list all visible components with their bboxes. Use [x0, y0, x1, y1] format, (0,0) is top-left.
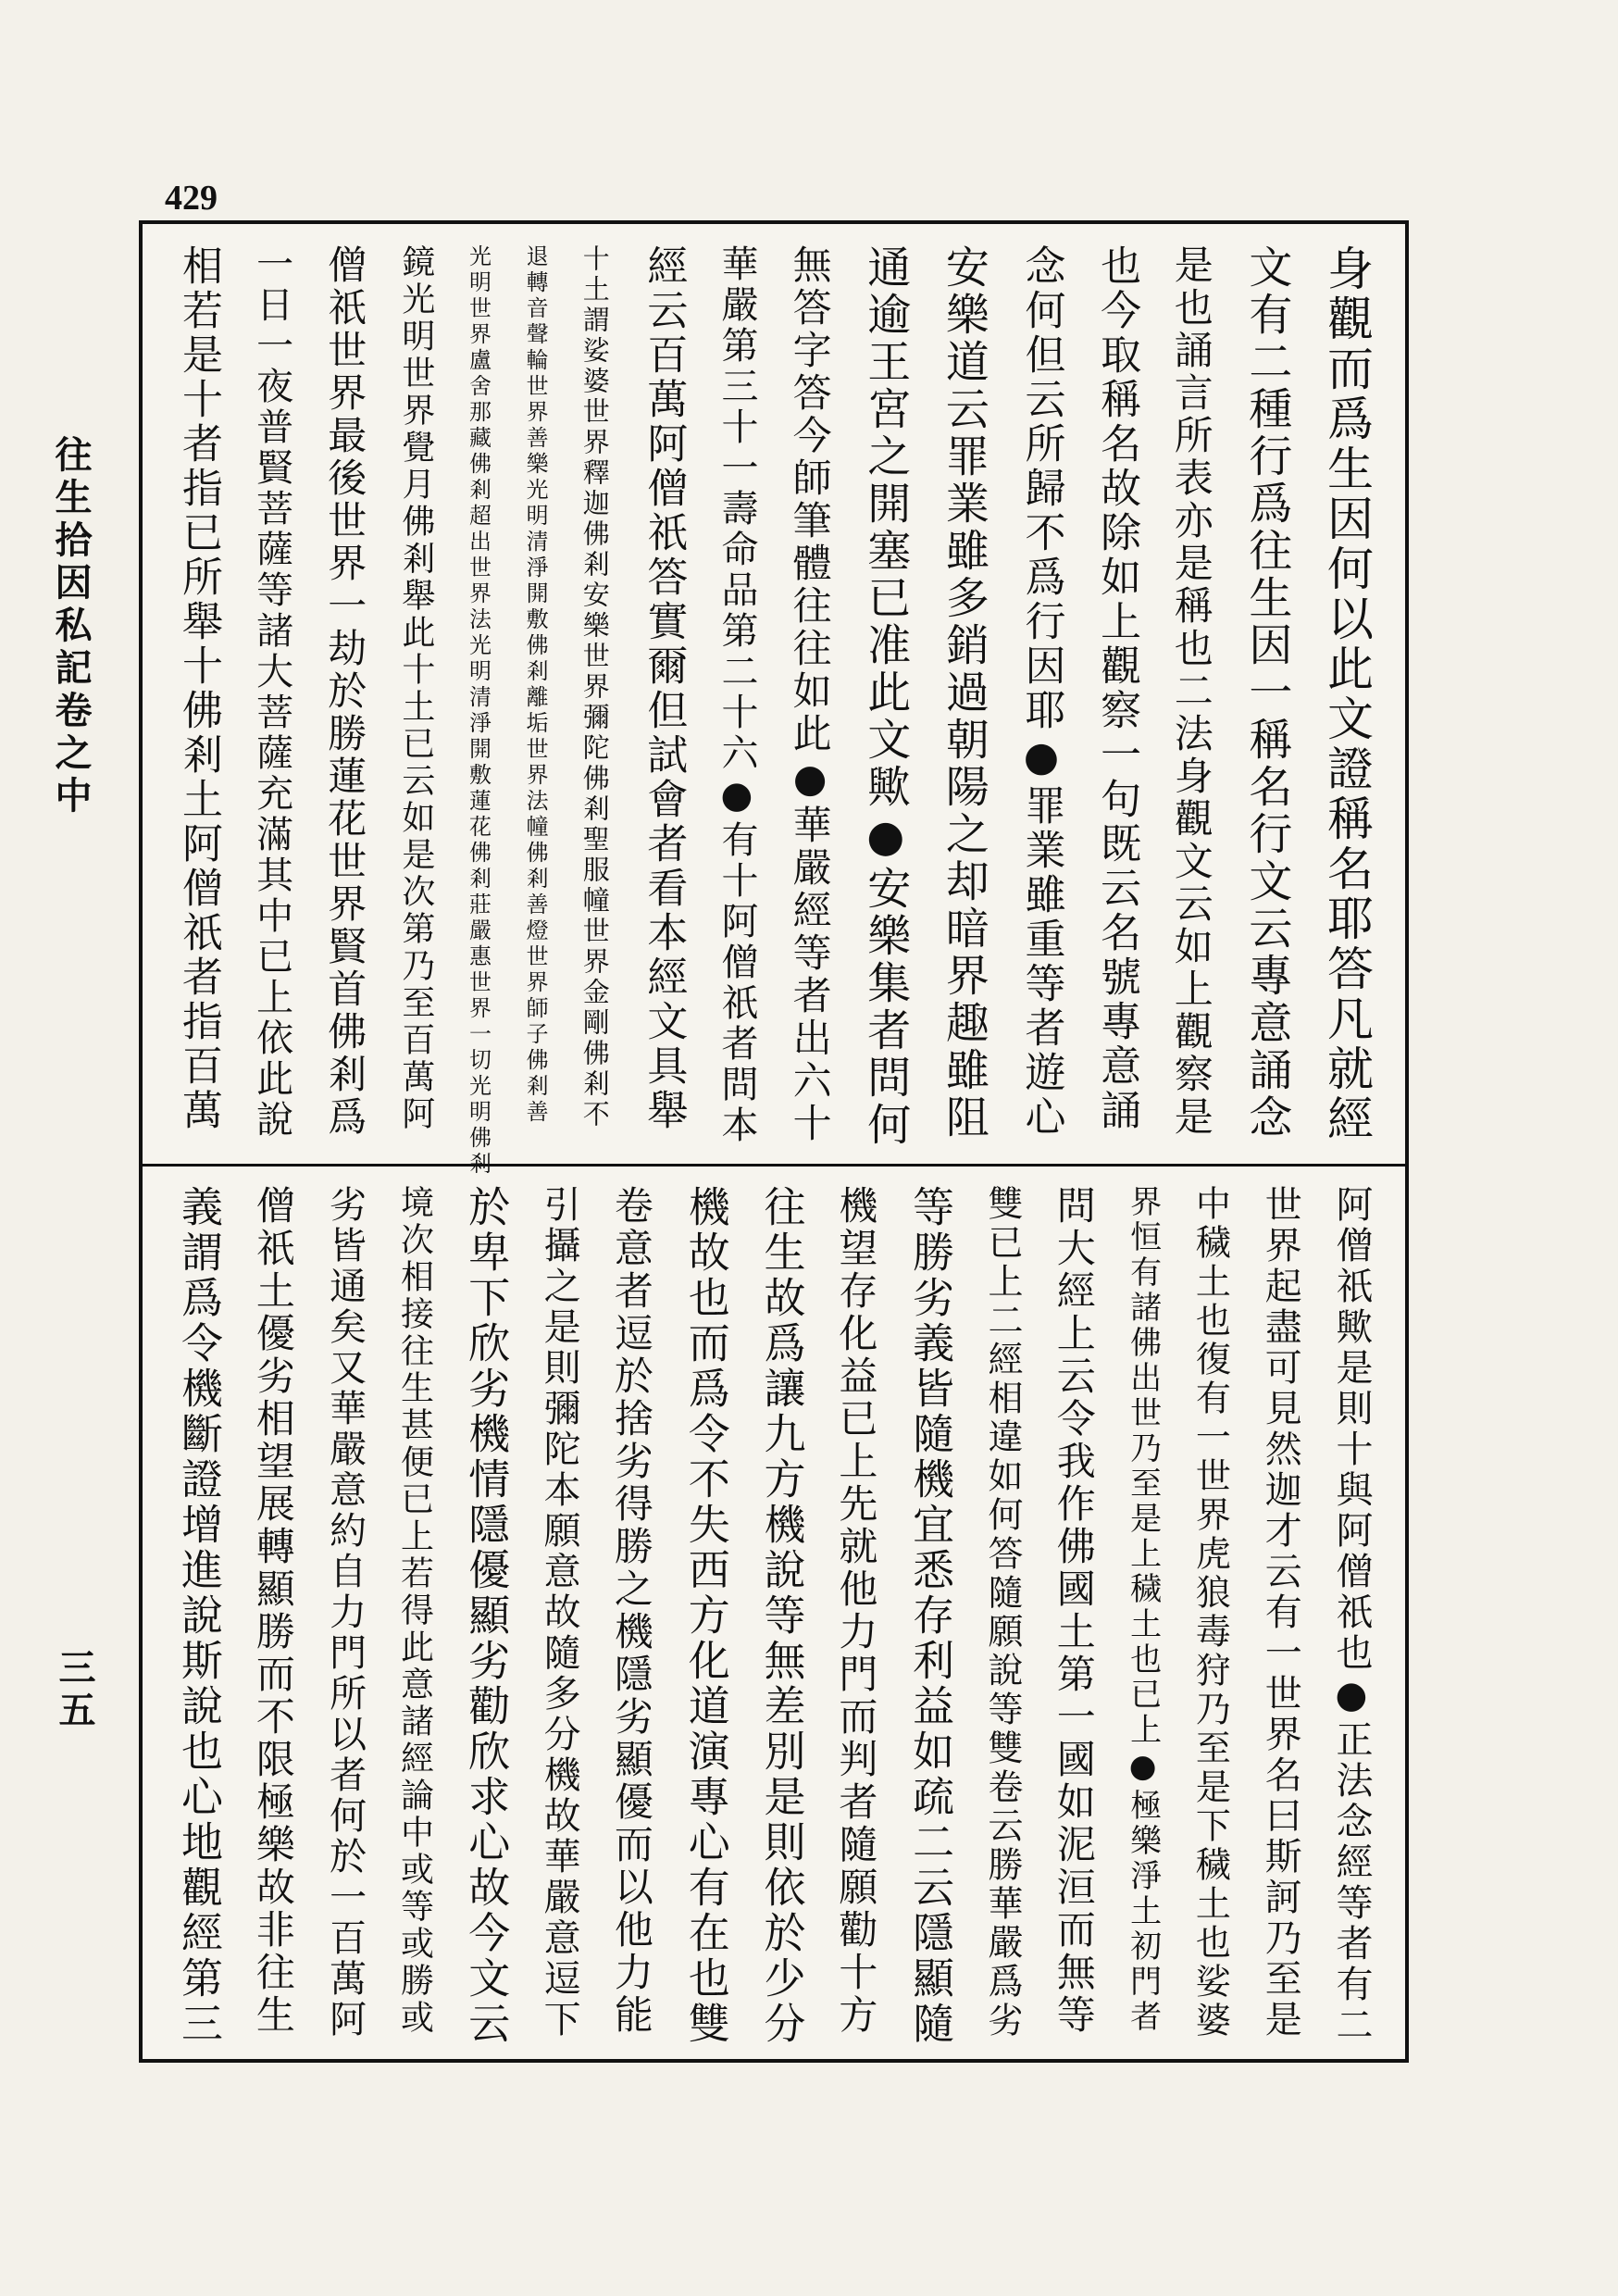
text-column: 問大經上云令我作佛國土第一國如泥洹而無等: [1051, 1185, 1097, 2037]
text-column: 僧祇土優劣相望展轉顯勝而不限極樂故非往生: [250, 1185, 296, 2037]
text-column: 界恒有諸佛出世乃至是上穢土也已上●極樂淨土初門者: [1124, 1185, 1162, 2035]
text-column: 劣皆通矣又華嚴意約自力門所以者何於一百萬阿: [323, 1185, 367, 2040]
text-column: 華嚴第三十一壽命品第二十六●有十阿僧祇者問本: [716, 244, 758, 1146]
text-column: 念何但云所歸不爲行因耶●罪業雖重等者遊心: [1017, 244, 1065, 1140]
horizontal-divider: [143, 1164, 1405, 1167]
text-column: 是也誦言所表亦是稱也二法身觀文云如上觀察是: [1168, 244, 1214, 1139]
text-column: 阿僧祇歟是則十與阿僧祇也●正法念經等者有二: [1330, 1185, 1373, 2046]
text-column: 中穢土也復有一世界虎狼毒狩乃至是下穢土也娑婆: [1189, 1185, 1231, 2040]
text-column: 卷意者逗於捨劣得勝之機隱劣顯優而以他力能: [608, 1185, 654, 2037]
text-column: 經云百萬阿僧祇答實爾但試會者看本經文具舉: [640, 244, 688, 1133]
side-title: 往生拾因私記卷之中: [49, 435, 93, 818]
text-column: 往生故爲讓九方機說等無差別是則依於少分: [756, 1185, 806, 2047]
text-column: 等勝劣義皆隨機宜悉存利益如疏二云隱顯隨: [905, 1185, 955, 2047]
text-column: 光明世界盧舍那藏佛剎超出世界法光明清淨開敷蓮花佛剎莊嚴惠世界一切光明佛剎: [465, 244, 492, 1178]
text-column: 義謂爲令機斷證增進說斯說也心地觀經第三: [174, 1185, 223, 2047]
text-column: 無答字答今師筆體往往如此●華嚴經等者出六十: [787, 244, 833, 1145]
text-column: 鏡光明世界覺月佛剎舉此十土已云如是次第乃至百萬阿: [396, 244, 435, 1133]
lower-text-block: [174, 1185, 1373, 2051]
text-column: 退轉音聲輪世界善樂光明清淨開敷佛剎離垢世界法幢佛剎善燈世界師子佛剎善: [522, 244, 549, 1126]
text-column: 機望存化益已上先就他力門而判者隨願勸十方: [833, 1185, 879, 2037]
upper-text-block: [175, 244, 1374, 1178]
text-column: 世界起盡可見然迦才云有一世界名曰斯訶乃至是: [1259, 1185, 1302, 2040]
page-number: 429: [165, 179, 218, 218]
text-column: 相若是十者指已所舉十佛剎土阿僧祇者指百萬: [175, 244, 222, 1133]
text-column: 身觀而爲生因何以此文證稱名耶答凡就經: [1320, 244, 1374, 1144]
text-column: 境次相接往生甚便已上若得此意諸經論中或等或勝或: [395, 1185, 434, 2037]
text-column: 於卑下欣劣機情隱優顯劣勸欣求心故今文云: [461, 1185, 511, 2047]
text-column: 雙已上二經相違如何答隨願說等雙卷云勝華嚴爲劣: [981, 1185, 1023, 2040]
text-column: 十土謂娑婆世界釋迦佛剎安樂世界彌陀佛剎聖服幢世界金剛佛剎不: [579, 244, 611, 1130]
side-folio-number: 三五: [53, 1648, 96, 1733]
text-column: 機故也而爲令不失西方化道演專心有在也雙: [680, 1185, 730, 2047]
text-column: 安樂道云罪業雖多銷過朝陽之却暗界趣雖阻: [938, 244, 989, 1142]
text-column: 通逾王宮之開塞已准此文歟●安樂集者問何: [860, 244, 912, 1149]
text-column: 文有二種行爲往生因一稱名行文云專意誦念: [1241, 244, 1293, 1142]
text-frame: [139, 220, 1409, 2063]
text-column: 僧祇世界最後世界一劫於勝蓮花世界賢首佛剎爲: [322, 244, 368, 1139]
text-column: 引攝之是則彌陀本願意故隨多分機故華嚴意逗下: [538, 1185, 581, 2040]
text-column: 也今取稱名故除如上觀察一句既云名號專意誦: [1093, 244, 1141, 1133]
text-column: 一日一夜普賢菩薩等諸大菩薩充滿其中已上依此說: [250, 244, 293, 1141]
